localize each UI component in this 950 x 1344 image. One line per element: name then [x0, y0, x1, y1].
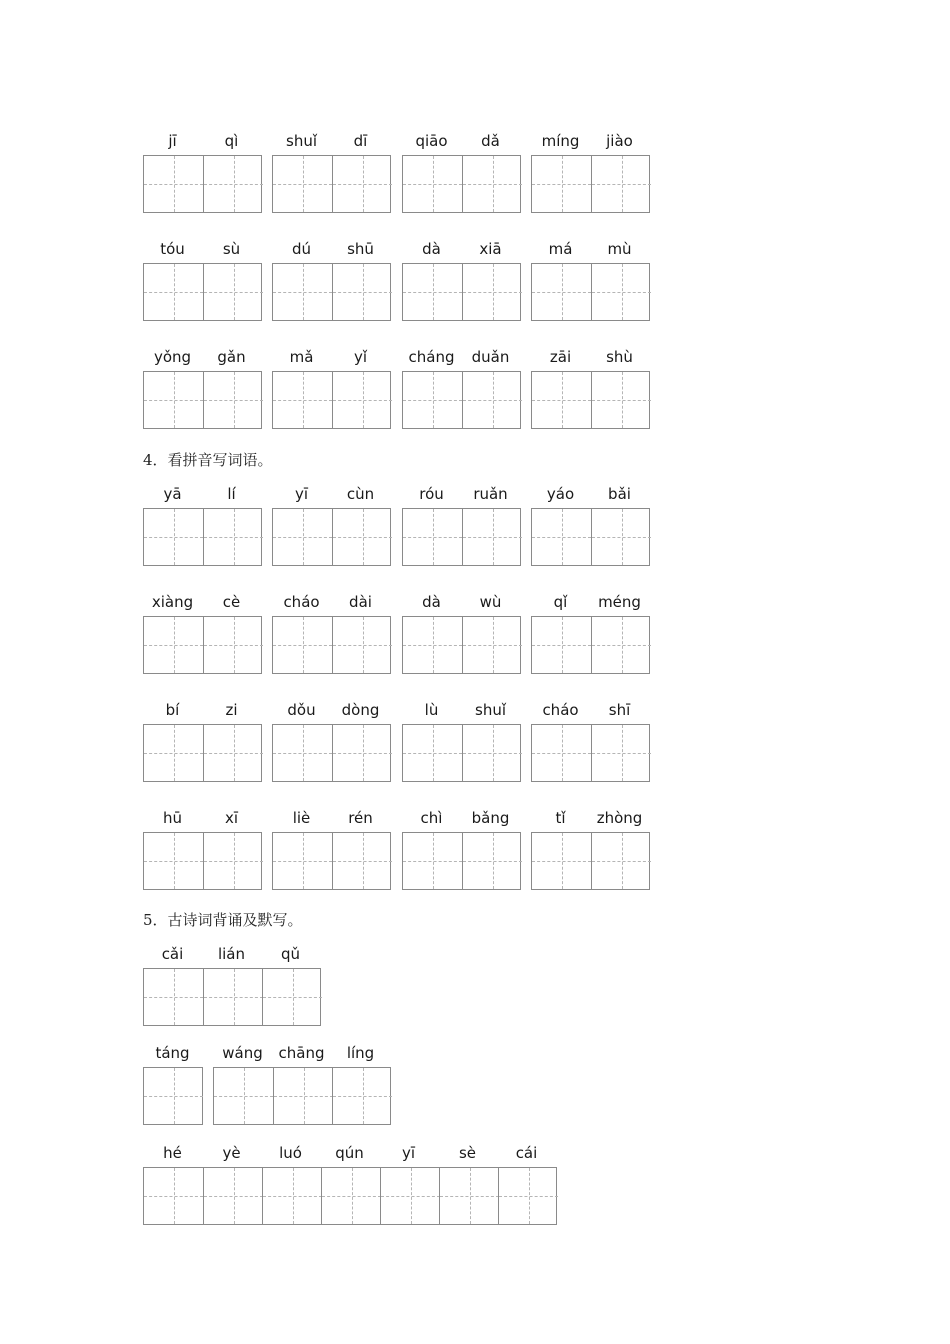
guide-line-vertical: [244, 1068, 245, 1124]
character-cell[interactable]: [144, 156, 203, 212]
guide-line-vertical: [234, 725, 235, 781]
pinyin-label: yǒng: [153, 348, 192, 366]
character-cell[interactable]: [273, 725, 332, 781]
character-cell[interactable]: [403, 372, 462, 428]
guide-line-vertical: [303, 509, 304, 565]
writing-box[interactable]: [143, 155, 262, 213]
writing-box[interactable]: [402, 508, 521, 566]
character-cell[interactable]: [380, 1168, 440, 1224]
character-cell[interactable]: [203, 264, 263, 320]
writing-box[interactable]: [402, 155, 521, 213]
pinyin-label: qǔ: [280, 945, 301, 963]
pinyin-label: yǐ: [353, 348, 368, 366]
pinyin-label: liè: [292, 809, 311, 827]
guide-line-vertical: [234, 833, 235, 889]
pinyin-label: duǎn: [471, 348, 510, 366]
guide-line-vertical: [562, 617, 563, 673]
writing-box[interactable]: [531, 371, 650, 429]
guide-line-vertical: [174, 509, 175, 565]
pinyin-label: shuǐ: [286, 132, 317, 150]
character-cell[interactable]: [462, 509, 522, 565]
pinyin-label: shuǐ: [475, 701, 506, 719]
character-cell[interactable]: [144, 1068, 203, 1124]
writing-box[interactable]: [143, 371, 262, 429]
pinyin-label: luó: [279, 1144, 302, 1162]
character-cell[interactable]: [462, 833, 522, 889]
pinyin-label: cè: [222, 593, 241, 611]
writing-box[interactable]: [531, 616, 650, 674]
guide-line-vertical: [363, 1068, 364, 1124]
pinyin-label: shū: [347, 240, 374, 258]
pinyin-label: tǐ: [555, 809, 566, 827]
character-cell[interactable]: [532, 156, 591, 212]
character-cell[interactable]: [462, 725, 522, 781]
guide-line-vertical: [293, 1168, 294, 1224]
character-cell[interactable]: [332, 617, 392, 673]
writing-box[interactable]: [402, 724, 521, 782]
guide-line-vertical: [411, 1168, 412, 1224]
guide-line-vertical: [174, 156, 175, 212]
pinyin-label: mù: [607, 240, 632, 258]
guide-line-vertical: [174, 725, 175, 781]
character-cell[interactable]: [144, 372, 203, 428]
guide-line-vertical: [493, 833, 494, 889]
pinyin-label: chāng: [278, 1044, 325, 1062]
guide-line-vertical: [303, 264, 304, 320]
pinyin-label: bí: [165, 701, 180, 719]
character-cell[interactable]: [273, 1068, 333, 1124]
writing-box[interactable]: [143, 263, 262, 321]
character-cell[interactable]: [203, 509, 263, 565]
character-cell[interactable]: [273, 372, 332, 428]
guide-line-vertical: [622, 617, 623, 673]
character-cell[interactable]: [273, 509, 332, 565]
guide-line-vertical: [562, 509, 563, 565]
guide-line-vertical: [304, 1068, 305, 1124]
guide-line-vertical: [352, 1168, 353, 1224]
guide-line-vertical: [470, 1168, 471, 1224]
pinyin-label: táng: [155, 1044, 190, 1062]
character-cell[interactable]: [144, 969, 203, 1025]
character-cell[interactable]: [403, 264, 462, 320]
pinyin-label: cái: [515, 1144, 538, 1162]
character-cell[interactable]: [532, 264, 591, 320]
pinyin-label: má: [548, 240, 573, 258]
character-cell[interactable]: [321, 1168, 381, 1224]
guide-line-vertical: [303, 833, 304, 889]
character-cell[interactable]: [462, 617, 522, 673]
writing-box[interactable]: [531, 508, 650, 566]
writing-box[interactable]: [143, 1167, 557, 1225]
pinyin-label: cháo: [542, 701, 579, 719]
guide-line-vertical: [363, 372, 364, 428]
guide-line-vertical: [433, 156, 434, 212]
pinyin-label: dǎ: [481, 132, 500, 150]
guide-line-vertical: [493, 156, 494, 212]
character-cell[interactable]: [403, 156, 462, 212]
pinyin-label: tóu: [160, 240, 185, 258]
character-cell[interactable]: [332, 1068, 392, 1124]
guide-line-vertical: [562, 725, 563, 781]
character-cell[interactable]: [144, 833, 203, 889]
writing-box[interactable]: [143, 1067, 203, 1125]
pinyin-label: lián: [217, 945, 246, 963]
character-cell[interactable]: [403, 509, 462, 565]
pinyin-label: yī: [401, 1144, 416, 1162]
guide-line-vertical: [433, 617, 434, 673]
pinyin-label: zi: [225, 701, 238, 719]
character-cell[interactable]: [203, 372, 263, 428]
guide-line-vertical: [234, 1168, 235, 1224]
character-cell[interactable]: [262, 969, 322, 1025]
guide-line-vertical: [493, 372, 494, 428]
guide-line-vertical: [622, 372, 623, 428]
writing-box[interactable]: [402, 832, 521, 890]
pinyin-label: wáng: [222, 1044, 263, 1062]
pinyin-label: cùn: [346, 485, 375, 503]
character-cell[interactable]: [332, 833, 392, 889]
character-cell[interactable]: [203, 617, 263, 673]
pinyin-label: sù: [222, 240, 241, 258]
character-cell[interactable]: [214, 1068, 273, 1124]
guide-line-vertical: [174, 1068, 175, 1124]
character-cell[interactable]: [591, 264, 651, 320]
character-cell[interactable]: [144, 264, 203, 320]
guide-line-vertical: [234, 617, 235, 673]
character-cell[interactable]: [332, 372, 392, 428]
pinyin-label: shī: [608, 701, 631, 719]
guide-line-vertical: [363, 509, 364, 565]
pinyin-label: dòng: [341, 701, 380, 719]
pinyin-label: dà: [422, 240, 441, 258]
character-cell[interactable]: [403, 725, 462, 781]
guide-line-vertical: [433, 372, 434, 428]
writing-box[interactable]: [402, 263, 521, 321]
pinyin-label: shù: [606, 348, 633, 366]
character-cell[interactable]: [439, 1168, 499, 1224]
character-cell[interactable]: [144, 1168, 203, 1224]
character-cell[interactable]: [462, 372, 522, 428]
section-5-heading: 5．古诗词背诵及默写。: [143, 911, 303, 929]
pinyin-label: ruǎn: [473, 485, 508, 503]
guide-line-vertical: [303, 372, 304, 428]
character-cell[interactable]: [532, 833, 591, 889]
pinyin-label: lí: [227, 485, 236, 503]
character-cell[interactable]: [332, 509, 392, 565]
character-cell[interactable]: [203, 156, 263, 212]
character-cell[interactable]: [462, 156, 522, 212]
character-cell[interactable]: [332, 264, 392, 320]
writing-box[interactable]: [402, 371, 521, 429]
writing-box[interactable]: [402, 616, 521, 674]
writing-box[interactable]: [272, 724, 391, 782]
guide-line-vertical: [562, 372, 563, 428]
character-cell[interactable]: [203, 833, 263, 889]
guide-line-vertical: [529, 1168, 530, 1224]
pinyin-label: xiàng: [151, 593, 194, 611]
pinyin-label: zhòng: [596, 809, 643, 827]
pinyin-label: dú: [291, 240, 312, 258]
character-cell[interactable]: [273, 833, 332, 889]
guide-line-vertical: [303, 617, 304, 673]
guide-line-vertical: [433, 509, 434, 565]
character-cell[interactable]: [532, 372, 591, 428]
pinyin-label: gǎn: [217, 348, 246, 366]
guide-line-vertical: [433, 725, 434, 781]
pinyin-label: míng: [541, 132, 580, 150]
character-cell[interactable]: [144, 617, 203, 673]
guide-line-vertical: [622, 833, 623, 889]
guide-line-vertical: [622, 509, 623, 565]
character-cell[interactable]: [273, 156, 332, 212]
character-cell[interactable]: [203, 969, 263, 1025]
guide-line-vertical: [363, 833, 364, 889]
character-cell[interactable]: [332, 725, 392, 781]
pinyin-label: cǎi: [161, 945, 184, 963]
pinyin-label: mǎ: [289, 348, 314, 366]
character-cell[interactable]: [591, 156, 651, 212]
pinyin-label: líng: [346, 1044, 375, 1062]
character-cell[interactable]: [532, 617, 591, 673]
writing-box[interactable]: [531, 832, 650, 890]
character-cell[interactable]: [273, 264, 332, 320]
writing-box[interactable]: [143, 724, 262, 782]
character-cell[interactable]: [332, 156, 392, 212]
writing-box[interactable]: [272, 508, 391, 566]
guide-line-vertical: [174, 372, 175, 428]
pinyin-label: sè: [458, 1144, 477, 1162]
guide-line-vertical: [234, 372, 235, 428]
writing-box[interactable]: [272, 155, 391, 213]
guide-line-vertical: [363, 156, 364, 212]
pinyin-label: lù: [424, 701, 439, 719]
pinyin-label: jiào: [606, 132, 633, 150]
writing-box[interactable]: [272, 616, 391, 674]
pinyin-label: dǒu: [287, 701, 316, 719]
pinyin-label: hū: [162, 809, 182, 827]
guide-line-vertical: [234, 264, 235, 320]
writing-box[interactable]: [531, 155, 650, 213]
guide-line-vertical: [562, 833, 563, 889]
pinyin-label: róu: [419, 485, 444, 503]
character-cell[interactable]: [462, 264, 522, 320]
character-cell[interactable]: [403, 617, 462, 673]
pinyin-label: yā: [163, 485, 182, 503]
guide-line-vertical: [174, 617, 175, 673]
guide-line-vertical: [493, 617, 494, 673]
writing-box[interactable]: [272, 832, 391, 890]
writing-box[interactable]: [531, 263, 650, 321]
pinyin-label: chì: [420, 809, 443, 827]
pinyin-label: jī: [168, 132, 177, 150]
guide-line-vertical: [363, 264, 364, 320]
pinyin-label: rén: [348, 809, 373, 827]
writing-box[interactable]: [143, 832, 262, 890]
pinyin-label: yáo: [546, 485, 575, 503]
section-4-heading: 4．看拼音写词语。: [143, 451, 273, 469]
guide-line-vertical: [303, 156, 304, 212]
character-cell[interactable]: [144, 725, 203, 781]
guide-line-vertical: [234, 509, 235, 565]
character-cell[interactable]: [144, 509, 203, 565]
guide-line-vertical: [562, 264, 563, 320]
guide-line-vertical: [234, 969, 235, 1025]
writing-box[interactable]: [143, 616, 262, 674]
guide-line-vertical: [493, 509, 494, 565]
writing-box[interactable]: [531, 724, 650, 782]
guide-line-vertical: [363, 725, 364, 781]
character-cell[interactable]: [591, 833, 651, 889]
writing-box[interactable]: [272, 263, 391, 321]
guide-line-vertical: [622, 725, 623, 781]
writing-box[interactable]: [143, 968, 321, 1026]
character-cell[interactable]: [262, 1168, 322, 1224]
guide-line-vertical: [622, 264, 623, 320]
character-cell[interactable]: [591, 509, 651, 565]
pinyin-label: yè: [222, 1144, 241, 1162]
guide-line-vertical: [234, 156, 235, 212]
guide-line-vertical: [493, 725, 494, 781]
pinyin-label: cháng: [408, 348, 455, 366]
pinyin-label: qǐ: [553, 593, 568, 611]
writing-box[interactable]: [143, 508, 262, 566]
writing-box[interactable]: [272, 371, 391, 429]
guide-line-vertical: [174, 833, 175, 889]
pinyin-label: xiā: [479, 240, 502, 258]
character-cell[interactable]: [591, 617, 651, 673]
character-cell[interactable]: [532, 725, 591, 781]
pinyin-label: wù: [479, 593, 502, 611]
character-cell[interactable]: [498, 1168, 558, 1224]
character-cell[interactable]: [203, 725, 263, 781]
pinyin-label: qì: [224, 132, 239, 150]
character-cell[interactable]: [203, 1168, 263, 1224]
character-cell[interactable]: [273, 617, 332, 673]
pinyin-label: dà: [422, 593, 441, 611]
guide-line-vertical: [293, 969, 294, 1025]
pinyin-label: dài: [349, 593, 372, 611]
pinyin-label: qiāo: [415, 132, 448, 150]
pinyin-label: zāi: [549, 348, 572, 366]
character-cell[interactable]: [532, 509, 591, 565]
pinyin-label: bǎi: [608, 485, 631, 503]
guide-line-vertical: [493, 264, 494, 320]
pinyin-label: hé: [163, 1144, 182, 1162]
guide-line-vertical: [174, 264, 175, 320]
character-cell[interactable]: [403, 833, 462, 889]
pinyin-label: dī: [353, 132, 368, 150]
guide-line-vertical: [562, 156, 563, 212]
pinyin-label: yī: [294, 485, 309, 503]
guide-line-vertical: [433, 833, 434, 889]
guide-line-vertical: [363, 617, 364, 673]
guide-line-vertical: [174, 969, 175, 1025]
guide-line-vertical: [303, 725, 304, 781]
character-cell[interactable]: [591, 725, 651, 781]
writing-box[interactable]: [213, 1067, 391, 1125]
guide-line-vertical: [622, 156, 623, 212]
guide-line-vertical: [433, 264, 434, 320]
guide-line-vertical: [174, 1168, 175, 1224]
pinyin-label: méng: [598, 593, 641, 611]
pinyin-label: qún: [335, 1144, 364, 1162]
pinyin-label: cháo: [283, 593, 320, 611]
pinyin-label: bǎng: [471, 809, 510, 827]
character-cell[interactable]: [591, 372, 651, 428]
pinyin-label: xī: [224, 809, 239, 827]
